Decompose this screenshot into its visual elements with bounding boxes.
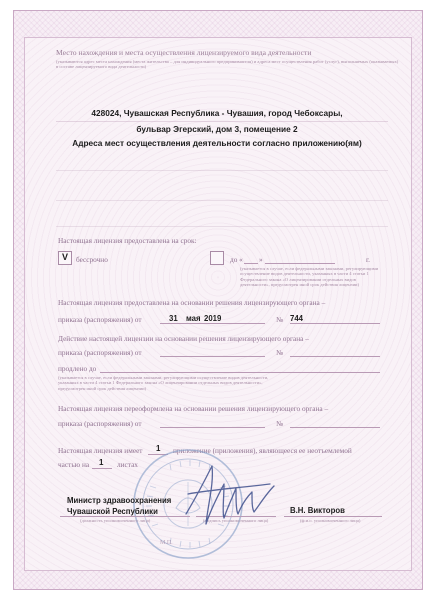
- reissue-order-label: приказа (распоряжения) от: [58, 419, 142, 428]
- rule-line: [56, 226, 388, 227]
- signatory-name: В.Н. Викторов: [290, 506, 345, 515]
- address-line-2: бульвар Эгерский, дом 3, помещение 2: [136, 124, 298, 134]
- position-line: [60, 516, 190, 517]
- grant-number-label: №: [276, 315, 283, 324]
- rule-line: [56, 121, 388, 122]
- grant-month: мая: [186, 314, 201, 323]
- name-caption: (ф.и.о. уполномоченного лица): [300, 518, 361, 523]
- attachment-part-label: частью на: [58, 460, 90, 469]
- until-year-suffix: г.: [366, 255, 370, 264]
- extension-number-line: [290, 356, 380, 357]
- reissue-label: Настоящая лицензия переоформлена на основании решения лицензирующего органа –: [58, 404, 329, 413]
- reissue-number-label: №: [276, 419, 283, 428]
- location-title: Место нахождения и места осуществления лицензируемого вида деятельности: [56, 48, 312, 57]
- until-day-line: [244, 263, 258, 264]
- indefinite-label: бессрочно: [76, 255, 108, 264]
- signatory-position-line-2: Чувашской Республики: [67, 507, 158, 516]
- extension-order-label: приказа (распоряжения) от: [58, 348, 142, 357]
- reissue-number-line: [290, 427, 380, 428]
- grant-label: Настоящая лицензия предоставлена на основании решения лицензирующего органа –: [58, 298, 326, 307]
- sheets-label: листах: [117, 460, 138, 469]
- extension-number-label: №: [276, 348, 283, 357]
- until-label: до «: [230, 255, 243, 264]
- grant-number-line: [290, 323, 380, 324]
- reissue-date-line: [160, 427, 265, 428]
- extension-note: (указывается в случае, если федеральными законами, регулирующими осуществление видов деятельности, указанных в части 4 статьи 1 Федерального закона «О лицензировании отдельных видов деятельности», предусмотрен иной срок действия лицензии): [58, 375, 269, 391]
- extension-label: Действие настоящей лицензии на основании решения лицензирующего органа –: [58, 334, 309, 343]
- position-caption: (должность уполномоченного лица): [80, 518, 151, 523]
- until-note: (указывается в случае, если федеральными законами, регулирующими осуществление видов деятельности, указанных в части 4 статьи 1 Федерального закона «О лицензировании отдельных видов деятельности», предусмотрен иной срок действия лицензии): [240, 266, 379, 288]
- rule-line: [56, 170, 388, 171]
- address-line-1: 428024, Чувашская Республика - Чувашия, город Чебоксары,: [91, 108, 343, 118]
- attachment-middle: приложение (приложения), являющееся ее неотъемлемой: [173, 446, 352, 455]
- check-mark: V: [62, 252, 69, 262]
- location-header: [56, 49, 406, 70]
- handwritten-signature: [178, 454, 278, 534]
- name-line: [284, 516, 382, 517]
- sheets-count: 1: [99, 458, 104, 467]
- attachment-prefix: Настоящая лицензия имеет: [58, 446, 143, 455]
- until-close-quote: »: [259, 255, 263, 264]
- address-line-3: Адреса мест осуществления деятельности согласно приложению(ям): [72, 138, 362, 148]
- grant-date-line: [160, 323, 265, 324]
- location-subtitle: (указываются адрес места нахождения (места жительства – для индивидуального предпринимателя) и адреса мест осуществления работ (услуг), выполняемых (оказываемых) в составе лицензируемого вида деятельности): [56, 59, 399, 70]
- until-checkbox[interactable]: [210, 251, 224, 265]
- grant-number: 744: [290, 314, 304, 323]
- sheets-line: [92, 468, 112, 469]
- attachment-count: 1: [156, 444, 161, 453]
- term-label: Настоящая лицензия предоставлена на срок:: [58, 236, 197, 245]
- signatory-position-line-1: Министр здравоохранения: [67, 496, 172, 505]
- extended-until-line: [100, 372, 380, 373]
- sign-caption: (подпись уполномоченного лица): [203, 518, 269, 523]
- rule-line: [56, 200, 388, 201]
- grant-day: 31: [169, 314, 178, 323]
- stamp-place-label: М.П.: [160, 540, 173, 546]
- grant-order-label: приказа (распоряжения) от: [58, 315, 142, 324]
- grant-year: 2019: [204, 314, 222, 323]
- until-month-line: [265, 263, 335, 264]
- indefinite-checkbox[interactable]: [58, 251, 72, 265]
- extended-until-label: продлено до: [58, 364, 97, 373]
- extension-date-line: [160, 356, 265, 357]
